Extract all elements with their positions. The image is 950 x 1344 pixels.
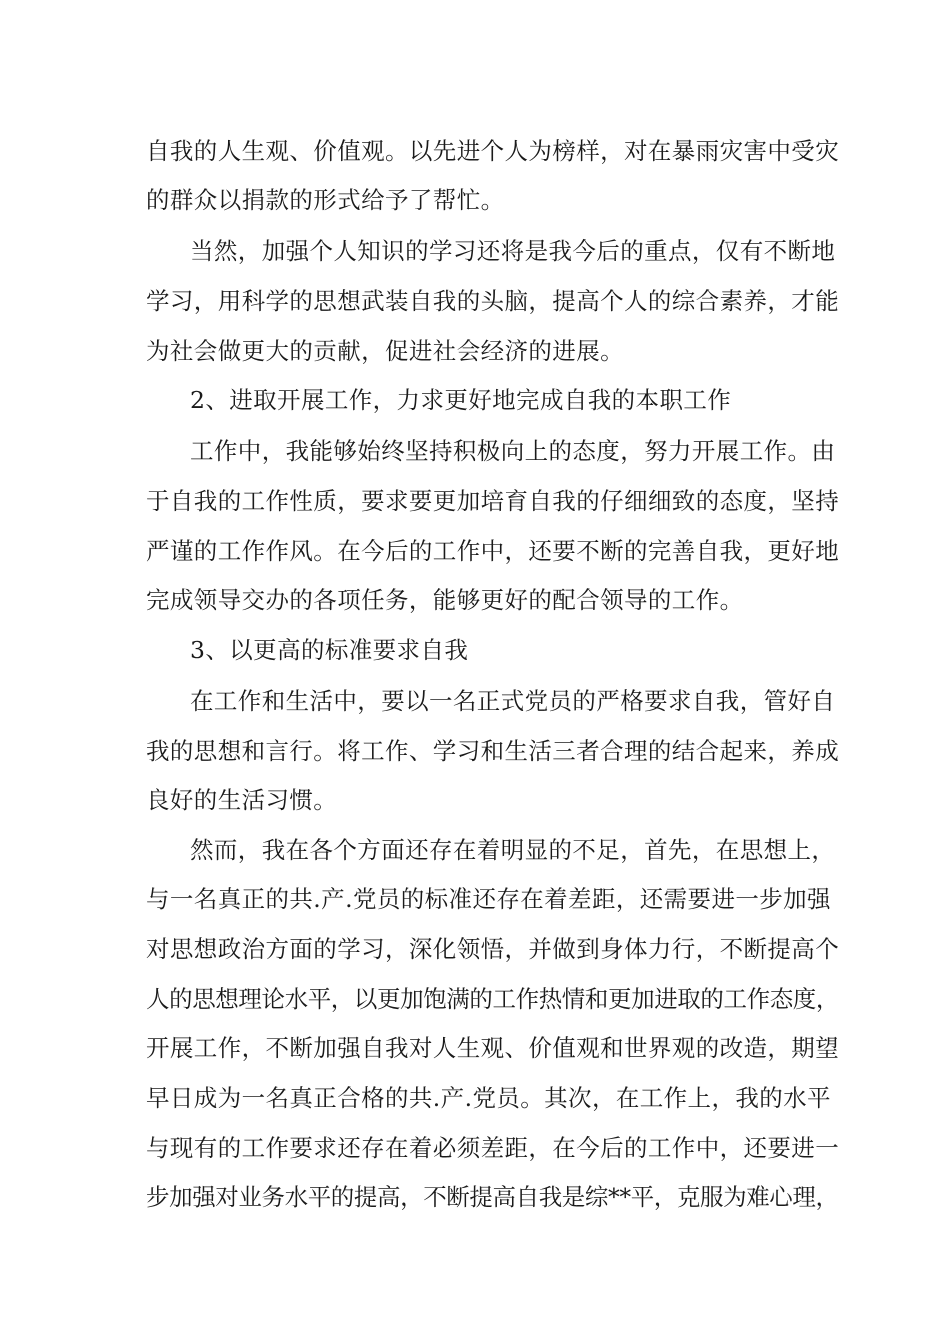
text-line: 对思想政治方面的学习，深化领悟，并做到身体力行，不断提高个 [146,935,840,963]
text-line: 于自我的工作性质，要求要更加培育自我的仔细细致的态度，坚持 [146,487,840,515]
text-line: 的群众以捐款的形式给予了帮忙。 [146,186,505,214]
text-line: 与现有的工作要求还存在着必须差距，在今后的工作中，还要进一 [146,1134,840,1162]
text-line: 早日成为一名真正合格的共.产.党员。其次，在工作上，我的水平 [146,1084,831,1112]
text-line: 严谨的工作作风。在今后的工作中，还要不断的完善自我，更好地 [146,537,840,565]
text-line: 完成领导交办的各项任务，能够更好的配合领导的工作。 [146,586,744,614]
paragraph-first-line: 当然，加强个人知识的学习还将是我今后的重点，仅有不断地 [190,237,836,265]
text-line: 开展工作，不断加强自我对人生观、价值观和世界观的改造，期望 [146,1034,840,1062]
section-heading-2: 2、进取开展工作，力求更好地完成自我的本职工作 [190,386,732,414]
text-line: 为社会做更大的贡献，促进社会经济的进展。 [146,337,624,365]
text-line: 人的思想理论水平，以更加饱满的工作热情和更加进取的工作态度， [146,985,839,1013]
section-heading-3: 3、以更高的标准要求自我 [190,636,469,664]
text-line: 我的思想和言行。将工作、学习和生活三者合理的结合起来，养成 [146,737,840,765]
paragraph-first-line: 工作中，我能够始终坚持积极向上的态度，努力开展工作。由 [190,437,836,465]
text-line: 与一名真正的共.产.党员的标准还存在着差距，还需要进一步加强 [146,885,831,913]
text-line: 良好的生活习惯。 [146,786,338,814]
paragraph-first-line: 在工作和生活中，要以一名正式党员的严格要求自我，管好自 [190,687,836,715]
text-line: 学习，用科学的思想武装自我的头脑，提高个人的综合素养，才能 [146,287,840,315]
text-line: 步加强对业务水平的提高，不断提高自我是综**平，克服为难心理， [146,1183,839,1211]
text-line: 自我的人生观、价值观。以先进个人为榜样，对在暴雨灾害中受灾 [146,137,840,165]
paragraph-first-line: 然而，我在各个方面还存在着明显的不足，首先，在思想上， [190,836,836,864]
